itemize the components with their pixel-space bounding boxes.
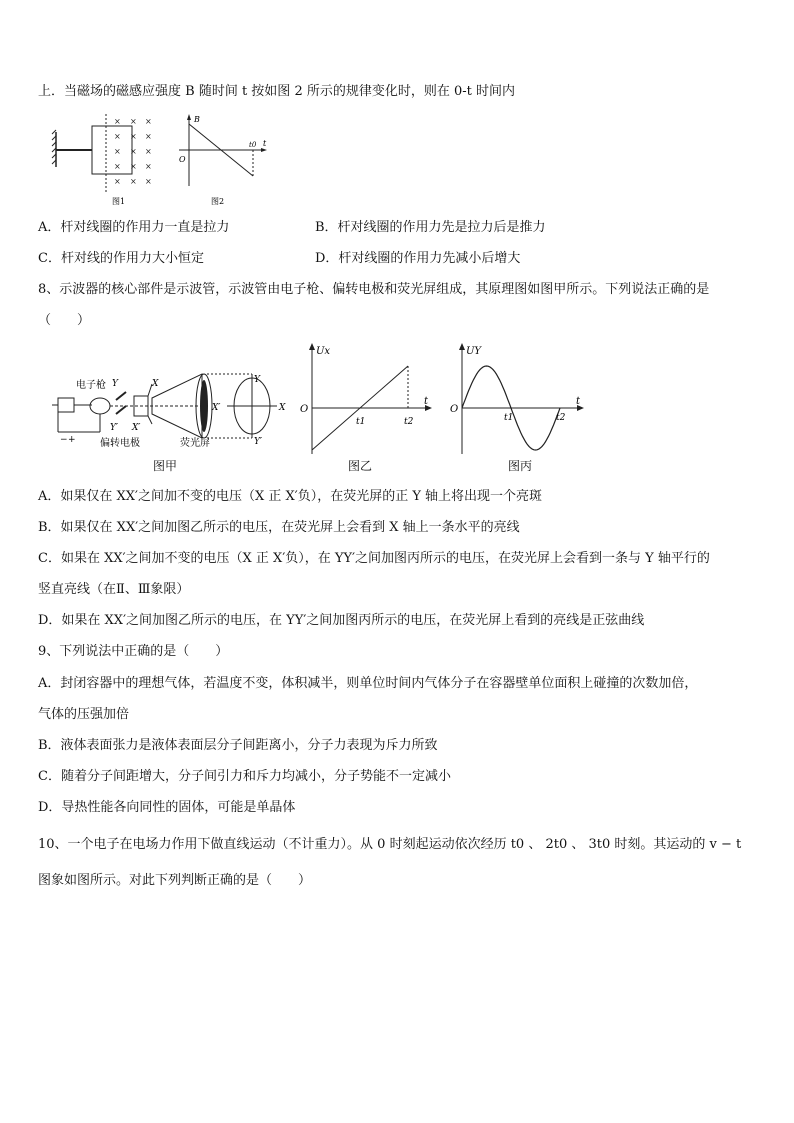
jia-Xp: X′ bbox=[132, 423, 141, 433]
q9-option-a-cont: 气体的压强加倍 bbox=[38, 707, 130, 722]
svg-text:×: × bbox=[130, 132, 137, 141]
svg-text:×: × bbox=[145, 132, 152, 141]
q9-option-b: B．液体表面张力是液体表面层分子间距离小，分子力表现为斥力所致 bbox=[38, 738, 438, 753]
svg-text:×: × bbox=[114, 132, 121, 141]
svg-text:×: × bbox=[145, 177, 152, 186]
bing-axis-x: t bbox=[576, 396, 581, 407]
fig2-caption: 图2 bbox=[211, 197, 225, 206]
fig2-axis-y: B bbox=[194, 115, 200, 124]
screen-label: 荧光屏 bbox=[180, 438, 210, 449]
jia-plus: + bbox=[68, 435, 76, 445]
q7-figure-1 bbox=[50, 112, 170, 207]
svg-text:×: × bbox=[145, 147, 152, 156]
fig2-axis-x: t bbox=[263, 139, 267, 148]
svg-text:×: × bbox=[145, 117, 152, 126]
q7-option-b: B．杆对线圈的作用力先是拉力后是推力 bbox=[315, 220, 546, 235]
fig2-origin: O bbox=[179, 155, 186, 164]
yi-axis-x: t bbox=[424, 396, 429, 407]
svg-text:×: × bbox=[114, 162, 121, 171]
chart-uy-vs-t bbox=[448, 340, 588, 460]
jia-Yp-axis: Y′ bbox=[254, 437, 262, 447]
q7-option-a: A．杆对线圈的作用力一直是拉力 bbox=[38, 220, 230, 235]
jia-Yp: Y′ bbox=[110, 423, 118, 433]
bing-t2: t2 bbox=[556, 413, 566, 423]
jia-Y-axis: Y bbox=[254, 375, 260, 385]
q8-stem-line1: 8、示波器的核心部件是示波管，示波管由电子枪、偏转电极和荧光屏组成，其原理图如图甲所示。下列说法正确的是 bbox=[38, 282, 710, 297]
q8-option-c-cont: 竖直亮线（在Ⅱ、Ⅲ象限） bbox=[38, 582, 190, 597]
fig-jia-caption: 图甲 bbox=[152, 459, 177, 473]
q8-option-d: D．如果在 XX′之间加图乙所示的电压，在 YY′之间加图丙所示的电压，在荧光屏上看到的亮线是正弦曲线 bbox=[38, 613, 645, 628]
svg-text:×: × bbox=[145, 162, 152, 171]
jia-Y: Y bbox=[112, 379, 118, 389]
svg-text:×: × bbox=[130, 162, 137, 171]
q9-stem: 9、下列说法中正确的是（ ） bbox=[38, 644, 229, 659]
fig1-caption: 图1 bbox=[112, 197, 126, 206]
electron-gun-label: 电子枪 bbox=[76, 380, 106, 391]
q8-option-a: A．如果仅在 XX′之间加不变的电压（X 正 X′负），在荧光屏的正 Y 轴上将出现一个亮斑 bbox=[38, 489, 543, 504]
yi-t1: t1 bbox=[356, 417, 366, 427]
jia-minus: − bbox=[60, 435, 68, 445]
jia-X: X bbox=[152, 379, 159, 389]
q10-stem-line2: 图象如图所示。对此下列判断正确的是（ ） bbox=[38, 873, 312, 888]
fig2-tick: t0 bbox=[249, 141, 257, 149]
q7-stem: 上．当磁场的磁感应强度 B 随时间 t 按如图 2 所示的规律变化时，则在 0-t 时间内 bbox=[38, 84, 515, 99]
q7-option-d: D．杆对线圈的作用力先减小后增大 bbox=[315, 251, 521, 266]
q8-option-b: B．如果仅在 XX′之间加图乙所示的电压，在荧光屏上会看到 X 轴上一条水平的亮线 bbox=[38, 520, 520, 535]
svg-text:×: × bbox=[130, 117, 137, 126]
q8-stem-line2: （ ） bbox=[38, 313, 91, 328]
svg-text:×: × bbox=[130, 177, 137, 186]
svg-text:×: × bbox=[114, 147, 121, 156]
q9-option-a: A．封闭容器中的理想气体，若温度不变，体积减半，则单位时间内气体分子在容器壁单位面积上碰撞的次数加倍， bbox=[38, 676, 698, 691]
q8-option-c: C．如果在 XX′之间加不变的电压（X 正 X′负），在 YY′之间加图丙所示的电压，在荧光屏上会看到一条与 Y 轴平行的 bbox=[38, 551, 710, 566]
deflector-label: 偏转电极 bbox=[100, 438, 140, 449]
svg-text:×: × bbox=[114, 177, 121, 186]
bing-t1: t1 bbox=[504, 413, 514, 423]
oscilloscope-diagram bbox=[52, 350, 297, 450]
q9-option-d: D．导热性能各向同性的固体，可能是单晶体 bbox=[38, 800, 296, 815]
yi-origin: O bbox=[300, 404, 309, 415]
bing-axis-y: UY bbox=[466, 346, 482, 357]
bing-origin: O bbox=[450, 404, 459, 415]
q7-option-c: C．杆对线的作用力大小恒定 bbox=[38, 251, 204, 266]
yi-t2: t2 bbox=[404, 417, 414, 427]
q10-stem-line1: 10、一个电子在电场力作用下做直线运动（不计重力）。从 0 时刻起运动依次经历 t0 、 2t0 、 3t0 时刻。其运动的 v − t bbox=[38, 837, 742, 852]
fig-yi-caption: 图乙 bbox=[347, 459, 372, 473]
jia-X-axis: X bbox=[279, 403, 286, 413]
fig-bing-caption: 图丙 bbox=[507, 459, 532, 473]
q7-figure-2 bbox=[175, 112, 275, 207]
yi-axis-y: Ux bbox=[316, 346, 331, 357]
q9-option-c: C．随着分子间距增大，分子间引力和斥力均减小，分子势能不一定减小 bbox=[38, 769, 451, 784]
chart-ux-vs-t bbox=[296, 340, 436, 460]
svg-text:×: × bbox=[130, 147, 137, 156]
svg-text:×: × bbox=[114, 117, 121, 126]
jia-X-screen: X′ bbox=[212, 403, 221, 413]
